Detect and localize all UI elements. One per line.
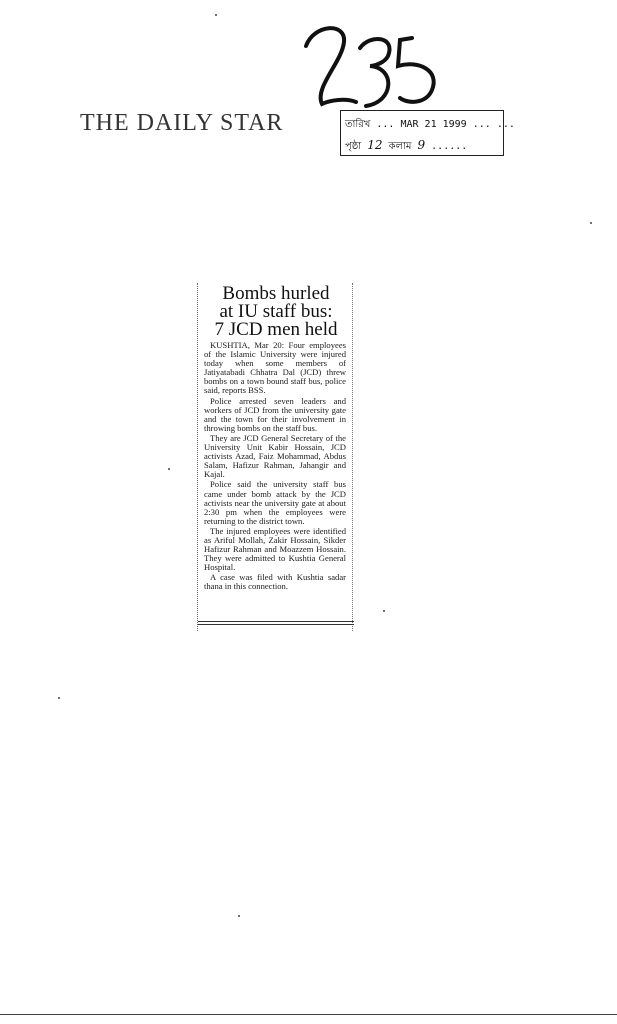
clipping-bottom-rules [198, 621, 354, 627]
scan-speck [238, 915, 240, 917]
page-value: 12 [367, 138, 383, 152]
headline-line-3: 7 JCD men held [214, 319, 338, 340]
date-stamp: তারিখ ... MAR 21 1999 ... ... পৃষ্ঠা 12 কলাম 9 ...... [340, 110, 504, 156]
scan-speck [58, 697, 60, 699]
scan-speck [168, 468, 170, 470]
date-value: MAR 21 1999 [400, 119, 467, 130]
page-label: পৃষ্ঠা [345, 141, 362, 152]
scan-speck [215, 14, 217, 16]
article-paragraph: Police arrested seven leaders and workers of JCD from the university gate and the town for their involvement in throwing bombs on the staff bus. [204, 395, 346, 433]
article-paragraph: KUSHTIA, Mar 20: Four employees of the Islamic University were injured today when some members of Jatiyatabadi Chhatra Dal (JCD) threw bombs on a town bound staff bus, police said, reports BSS. [204, 340, 346, 396]
column-value: 9 [417, 138, 426, 152]
scan-speck [383, 610, 385, 612]
article-paragraph: The injured employees were identified as Ariful Mollah, Zakir Hossain, Sikder Hafizur Rahman and Moazzem Hossain. They were admitted to Kushtia General Hospital. [204, 525, 346, 573]
article-paragraph: A case was filed with Kushtia sadar thana in this connection. [204, 572, 346, 592]
news-clipping [197, 283, 353, 631]
article-paragraph: Police said the university staff bus came under bomb attack by the JCD activists near the university gate at about 2:30 pm when the employees were returning to the district town. [204, 479, 346, 526]
scan-speck [590, 222, 592, 224]
article-body [204, 341, 346, 593]
date-label: তারিখ [345, 119, 371, 130]
masthead-title: THE DAILY STAR [80, 110, 284, 136]
column-label: কলাম [388, 141, 412, 152]
handwritten-number-text: 235 [300, 18, 302, 19]
headline-line-2: at IU staff bus: [219, 301, 333, 322]
article-paragraph: They are JCD General Secretary of the University Unit Kabir Hossain, JCD activists Azad, Faiz Mohammad, Abdus Salam, Hafizur Rahman, Jahangir and Kajal. [204, 432, 346, 480]
scan-bottom-edge [0, 1014, 617, 1015]
headline-line-1: Bombs hurled [222, 283, 330, 304]
handwritten-number [300, 18, 450, 118]
article-headline [202, 285, 350, 339]
